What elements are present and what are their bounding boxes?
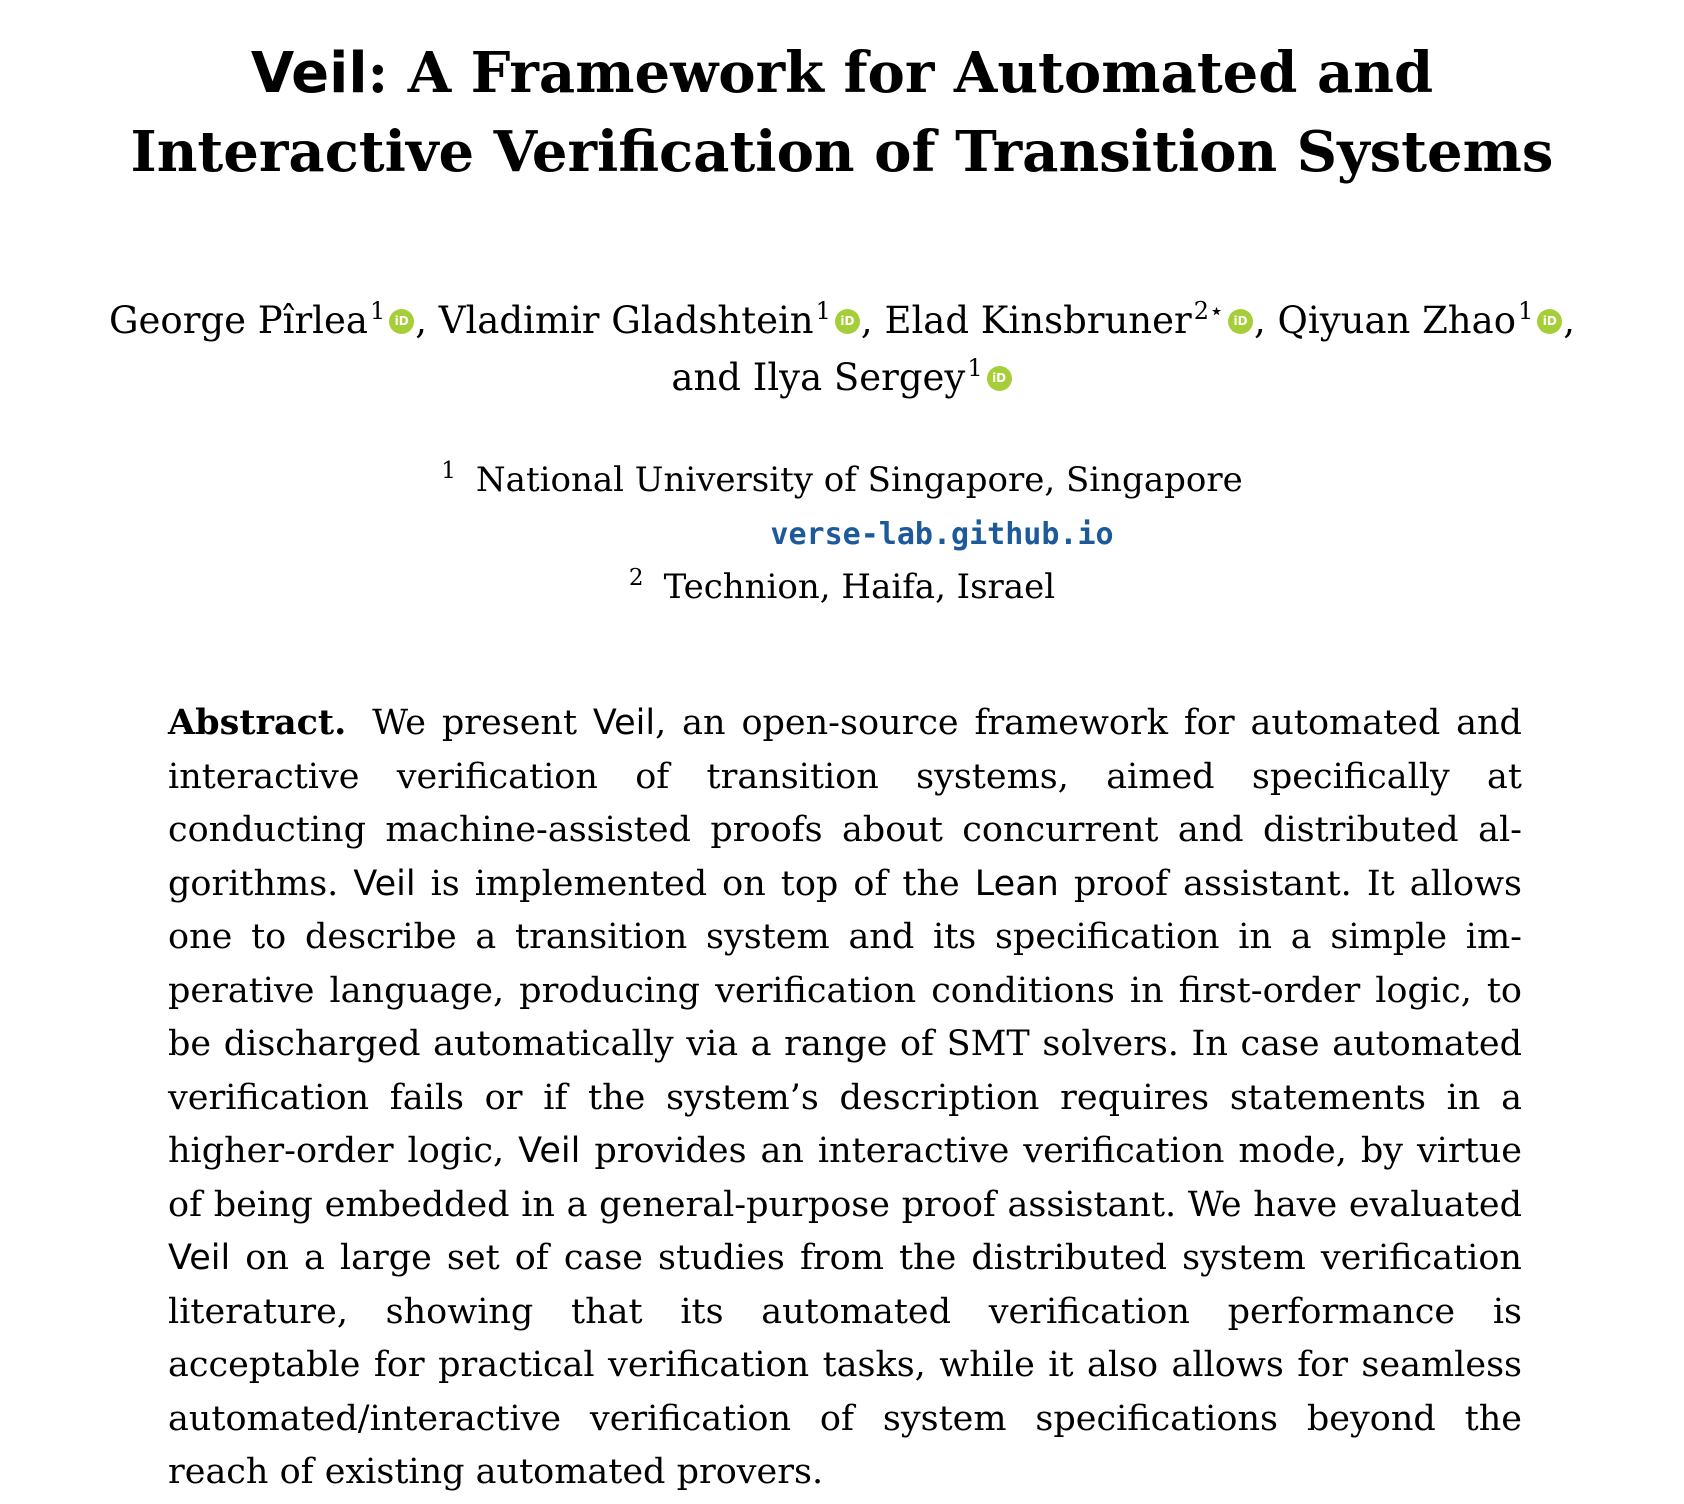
title-system-name: Veil [250, 41, 368, 106]
author-gladshtein [439, 299, 873, 342]
author-name: Qiyuan Zhao [1277, 299, 1516, 342]
author-separator: , [1254, 299, 1266, 342]
author-separator: , [415, 299, 427, 342]
title-line1-rest: : A Framework for Automated and [367, 40, 1434, 106]
author-kinsbruner [884, 299, 1265, 342]
system-name: Veil [353, 863, 416, 904]
abstract [168, 696, 1522, 1500]
author-name: Ilya Sergey [752, 356, 966, 399]
affiliation-nus [0, 454, 1684, 507]
abstract-paragraph: Abstract. We present Veil, an open-source framework for automated and interactive verification of transition systems, aimed specifically at conducting machine-assisted proofs about concurrent and distributed algorithms. Veil is implemented on top of the Lean proof assistant. It allows one to describe a transition system and its specification in a simple imperative language, producing verification conditions in first-order logic, to be discharged automatically via a range of SMT solvers. In case automated verification fails or if the system’s description requires statements in a higher-order logic, Veil provides an interactive verification mode, by virtue of being embedded in a general-purpose proof assistant. We have evaluated Veil on a large set of case studies from the distributed system verification literature, showing that its automated verification performance is acceptable for practical verification tasks, while it also allows for seamless automated/interactive verification of system specifications beyond the reach of existing automated provers. [168, 702, 1522, 1492]
orcid-icon[interactable]: iD [1228, 309, 1253, 334]
author-list [0, 292, 1684, 406]
author-name: Elad Kinsbruner [884, 299, 1192, 342]
affiliation-text: National University of Singapore, Singapore [475, 460, 1243, 500]
author-zhao [1278, 299, 1575, 342]
system-name: Veil [518, 1131, 581, 1171]
system-name: Veil [592, 703, 656, 743]
lean-name: Lean [974, 863, 1059, 904]
system-name: Veil [168, 1238, 231, 1278]
affiliation-text: Technion, Haifa, Israel [663, 567, 1056, 607]
orcid-icon[interactable]: iD [835, 309, 860, 334]
affiliation-technion [0, 561, 1684, 614]
orcid-icon[interactable]: iD [389, 309, 414, 334]
author-affiliation-mark: 1 [967, 354, 983, 382]
paper-title [0, 34, 1684, 191]
author-affiliation-mark: 2⋆ [1193, 297, 1225, 325]
affiliation-url-link[interactable]: verse-lab.github.io [770, 517, 1114, 552]
author-name: George Pîrlea [108, 299, 368, 342]
author-conjunction: and [671, 356, 741, 399]
author-affiliation-mark: 1 [1517, 297, 1534, 325]
orcid-icon[interactable]: iD [1537, 309, 1562, 334]
affiliation-number: 1 [441, 458, 456, 484]
author-separator: , [860, 299, 873, 342]
orcid-icon[interactable]: iD [987, 366, 1012, 391]
affiliation-number: 2 [628, 565, 644, 591]
author-name: Vladimir Gladshtein [438, 299, 814, 342]
author-pirlea [109, 299, 427, 342]
title-line2: Interactive Verification of Transition Systems [130, 119, 1554, 185]
author-sergey [671, 356, 1012, 399]
affiliation-list [0, 454, 1684, 614]
abstract-label: Abstract. [168, 702, 347, 743]
author-affiliation-mark: 1 [369, 297, 386, 325]
author-separator: , [1563, 299, 1576, 342]
author-affiliation-mark: 1 [815, 297, 831, 325]
